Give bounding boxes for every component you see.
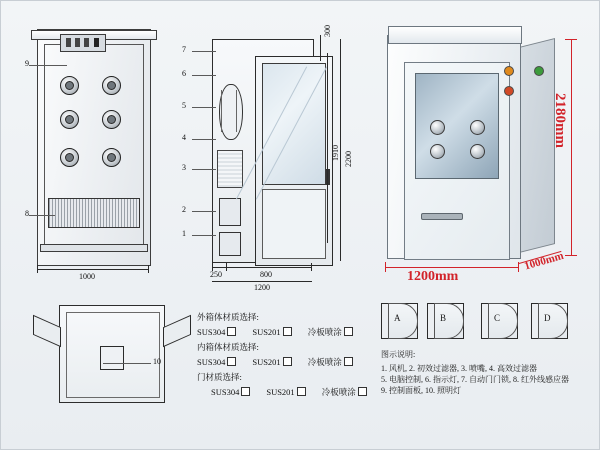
opt-sus304: SUS304 bbox=[197, 327, 226, 337]
dim-tick bbox=[37, 265, 38, 273]
checkbox[interactable] bbox=[227, 327, 236, 336]
door-lower-panel bbox=[262, 189, 326, 259]
iso-door-handle bbox=[421, 213, 463, 220]
opt-coated: 冷板喷涂 bbox=[307, 357, 342, 367]
iso-depth-dim-text: 1000mm bbox=[523, 249, 566, 273]
cabinet-base bbox=[40, 244, 148, 252]
front-view bbox=[25, 29, 157, 281]
door-option-c[interactable] bbox=[481, 301, 521, 341]
opt-sus304: SUS304 bbox=[211, 387, 240, 397]
nozzle bbox=[60, 76, 79, 95]
checkbox[interactable] bbox=[241, 387, 250, 396]
door-option-letter: D bbox=[544, 313, 551, 323]
dim-tick bbox=[565, 39, 577, 40]
iso-body bbox=[387, 35, 521, 259]
leader-line-8 bbox=[29, 215, 55, 216]
callout-5: 5 bbox=[182, 101, 186, 110]
callout-1: 1 bbox=[182, 229, 186, 238]
opt-coated: 冷板喷涂 bbox=[307, 327, 342, 337]
nozzle bbox=[470, 120, 485, 135]
section-view bbox=[182, 25, 353, 292]
door-option-letter: B bbox=[440, 313, 447, 323]
nozzle bbox=[60, 110, 79, 129]
checkbox[interactable] bbox=[358, 387, 367, 396]
door-option-b[interactable] bbox=[427, 301, 467, 341]
control-box-symbol bbox=[219, 198, 241, 226]
fan-blade bbox=[221, 90, 237, 132]
iso-door-window bbox=[415, 73, 499, 179]
iso-height-dim-text: 2180mm bbox=[552, 93, 568, 148]
air-return-grille bbox=[48, 198, 140, 228]
iso-door bbox=[404, 62, 510, 260]
nozzle bbox=[430, 144, 445, 159]
section-cabinet bbox=[212, 39, 314, 263]
door-option-d[interactable] bbox=[531, 301, 571, 341]
legend-line: 5. 电脑控制, 6. 指示灯, 7. 自动门门锁, 8. 红外线感应器 bbox=[381, 375, 569, 384]
opt-coated: 冷板喷涂 bbox=[321, 387, 356, 397]
opt-sus201: SUS201 bbox=[266, 387, 295, 397]
callout-7: 7 bbox=[182, 45, 186, 54]
section-right-dim-1910: 1910 bbox=[331, 145, 340, 161]
material-options-outer bbox=[197, 326, 367, 338]
material-options-inner bbox=[197, 356, 367, 368]
door-swing-left bbox=[33, 315, 61, 347]
section-dim-800: 800 bbox=[260, 270, 272, 279]
checkbox[interactable] bbox=[344, 327, 353, 336]
checkbox[interactable] bbox=[227, 357, 236, 366]
door-type-options bbox=[381, 301, 581, 431]
material-selection bbox=[197, 311, 367, 421]
iso-width-dim-text: 1200mm bbox=[407, 269, 459, 284]
material-head-door: 门材质选择: bbox=[197, 372, 242, 382]
front-width-dim-text: 1000 bbox=[79, 272, 95, 281]
iso-width-dim-line bbox=[385, 267, 519, 268]
callout-3: 3 bbox=[182, 163, 186, 172]
section-dim-1200: 1200 bbox=[254, 283, 270, 292]
opt-sus201: SUS201 bbox=[252, 357, 281, 367]
nozzle bbox=[430, 120, 445, 135]
indicator-light-amber bbox=[504, 66, 514, 76]
nozzle bbox=[102, 110, 121, 129]
filter-symbol bbox=[217, 150, 243, 188]
dim-tick bbox=[148, 265, 149, 273]
nozzle bbox=[102, 148, 121, 167]
leader-line-9 bbox=[29, 65, 67, 66]
callout-2: 2 bbox=[182, 205, 186, 214]
top-view-body bbox=[59, 305, 165, 403]
nozzle bbox=[470, 144, 485, 159]
material-head-outer: 外箱体材质选择: bbox=[197, 312, 259, 322]
nozzle bbox=[102, 76, 121, 95]
material-head-inner: 内箱体材质选择: bbox=[197, 342, 259, 352]
legend-title: 图示说明: bbox=[381, 350, 416, 359]
checkbox[interactable] bbox=[283, 357, 292, 366]
callout-8: 8 bbox=[25, 209, 29, 218]
checkbox[interactable] bbox=[283, 327, 292, 336]
door-option-letter: A bbox=[394, 313, 401, 323]
material-options-door bbox=[197, 386, 367, 398]
opt-sus304: SUS304 bbox=[197, 357, 226, 367]
callout-9: 9 bbox=[25, 59, 29, 68]
section-door bbox=[255, 56, 333, 266]
door-option-letter: C bbox=[494, 313, 501, 323]
door-option-a[interactable] bbox=[381, 301, 421, 341]
iso-top-panel bbox=[388, 26, 522, 44]
legend-line: 9. 控制面板, 10. 照明灯 bbox=[381, 386, 461, 395]
top-view bbox=[41, 301, 191, 421]
front-width-dim-line bbox=[37, 269, 149, 270]
door-swing-right bbox=[163, 315, 191, 347]
iso-height-dim-line bbox=[571, 39, 572, 255]
indicator-light-red bbox=[504, 86, 514, 96]
checkbox[interactable] bbox=[297, 387, 306, 396]
door-window bbox=[262, 63, 326, 185]
control-panel-front bbox=[60, 34, 106, 52]
legend-line: 1. 风机, 2. 初效过滤器, 3. 喷嘴, 4. 高效过滤器 bbox=[381, 364, 537, 373]
lower-box-symbol bbox=[219, 232, 241, 256]
callout-10: 10 bbox=[153, 357, 161, 366]
callout-4: 4 bbox=[182, 133, 186, 142]
dim-tick bbox=[565, 255, 577, 256]
opt-sus201: SUS201 bbox=[252, 327, 281, 337]
checkbox[interactable] bbox=[344, 357, 353, 366]
nozzle bbox=[60, 148, 79, 167]
iso-view bbox=[379, 23, 579, 285]
top-view-ceiling-light bbox=[100, 346, 124, 370]
section-dim-250: 250 bbox=[210, 270, 222, 279]
legend bbox=[381, 349, 581, 396]
dim-tick bbox=[385, 262, 386, 272]
section-right-dim-2200: 2200 bbox=[344, 151, 353, 167]
callout-6: 6 bbox=[182, 69, 186, 78]
section-top-dim: 300 bbox=[323, 25, 332, 37]
indicator-light-green bbox=[534, 66, 544, 76]
